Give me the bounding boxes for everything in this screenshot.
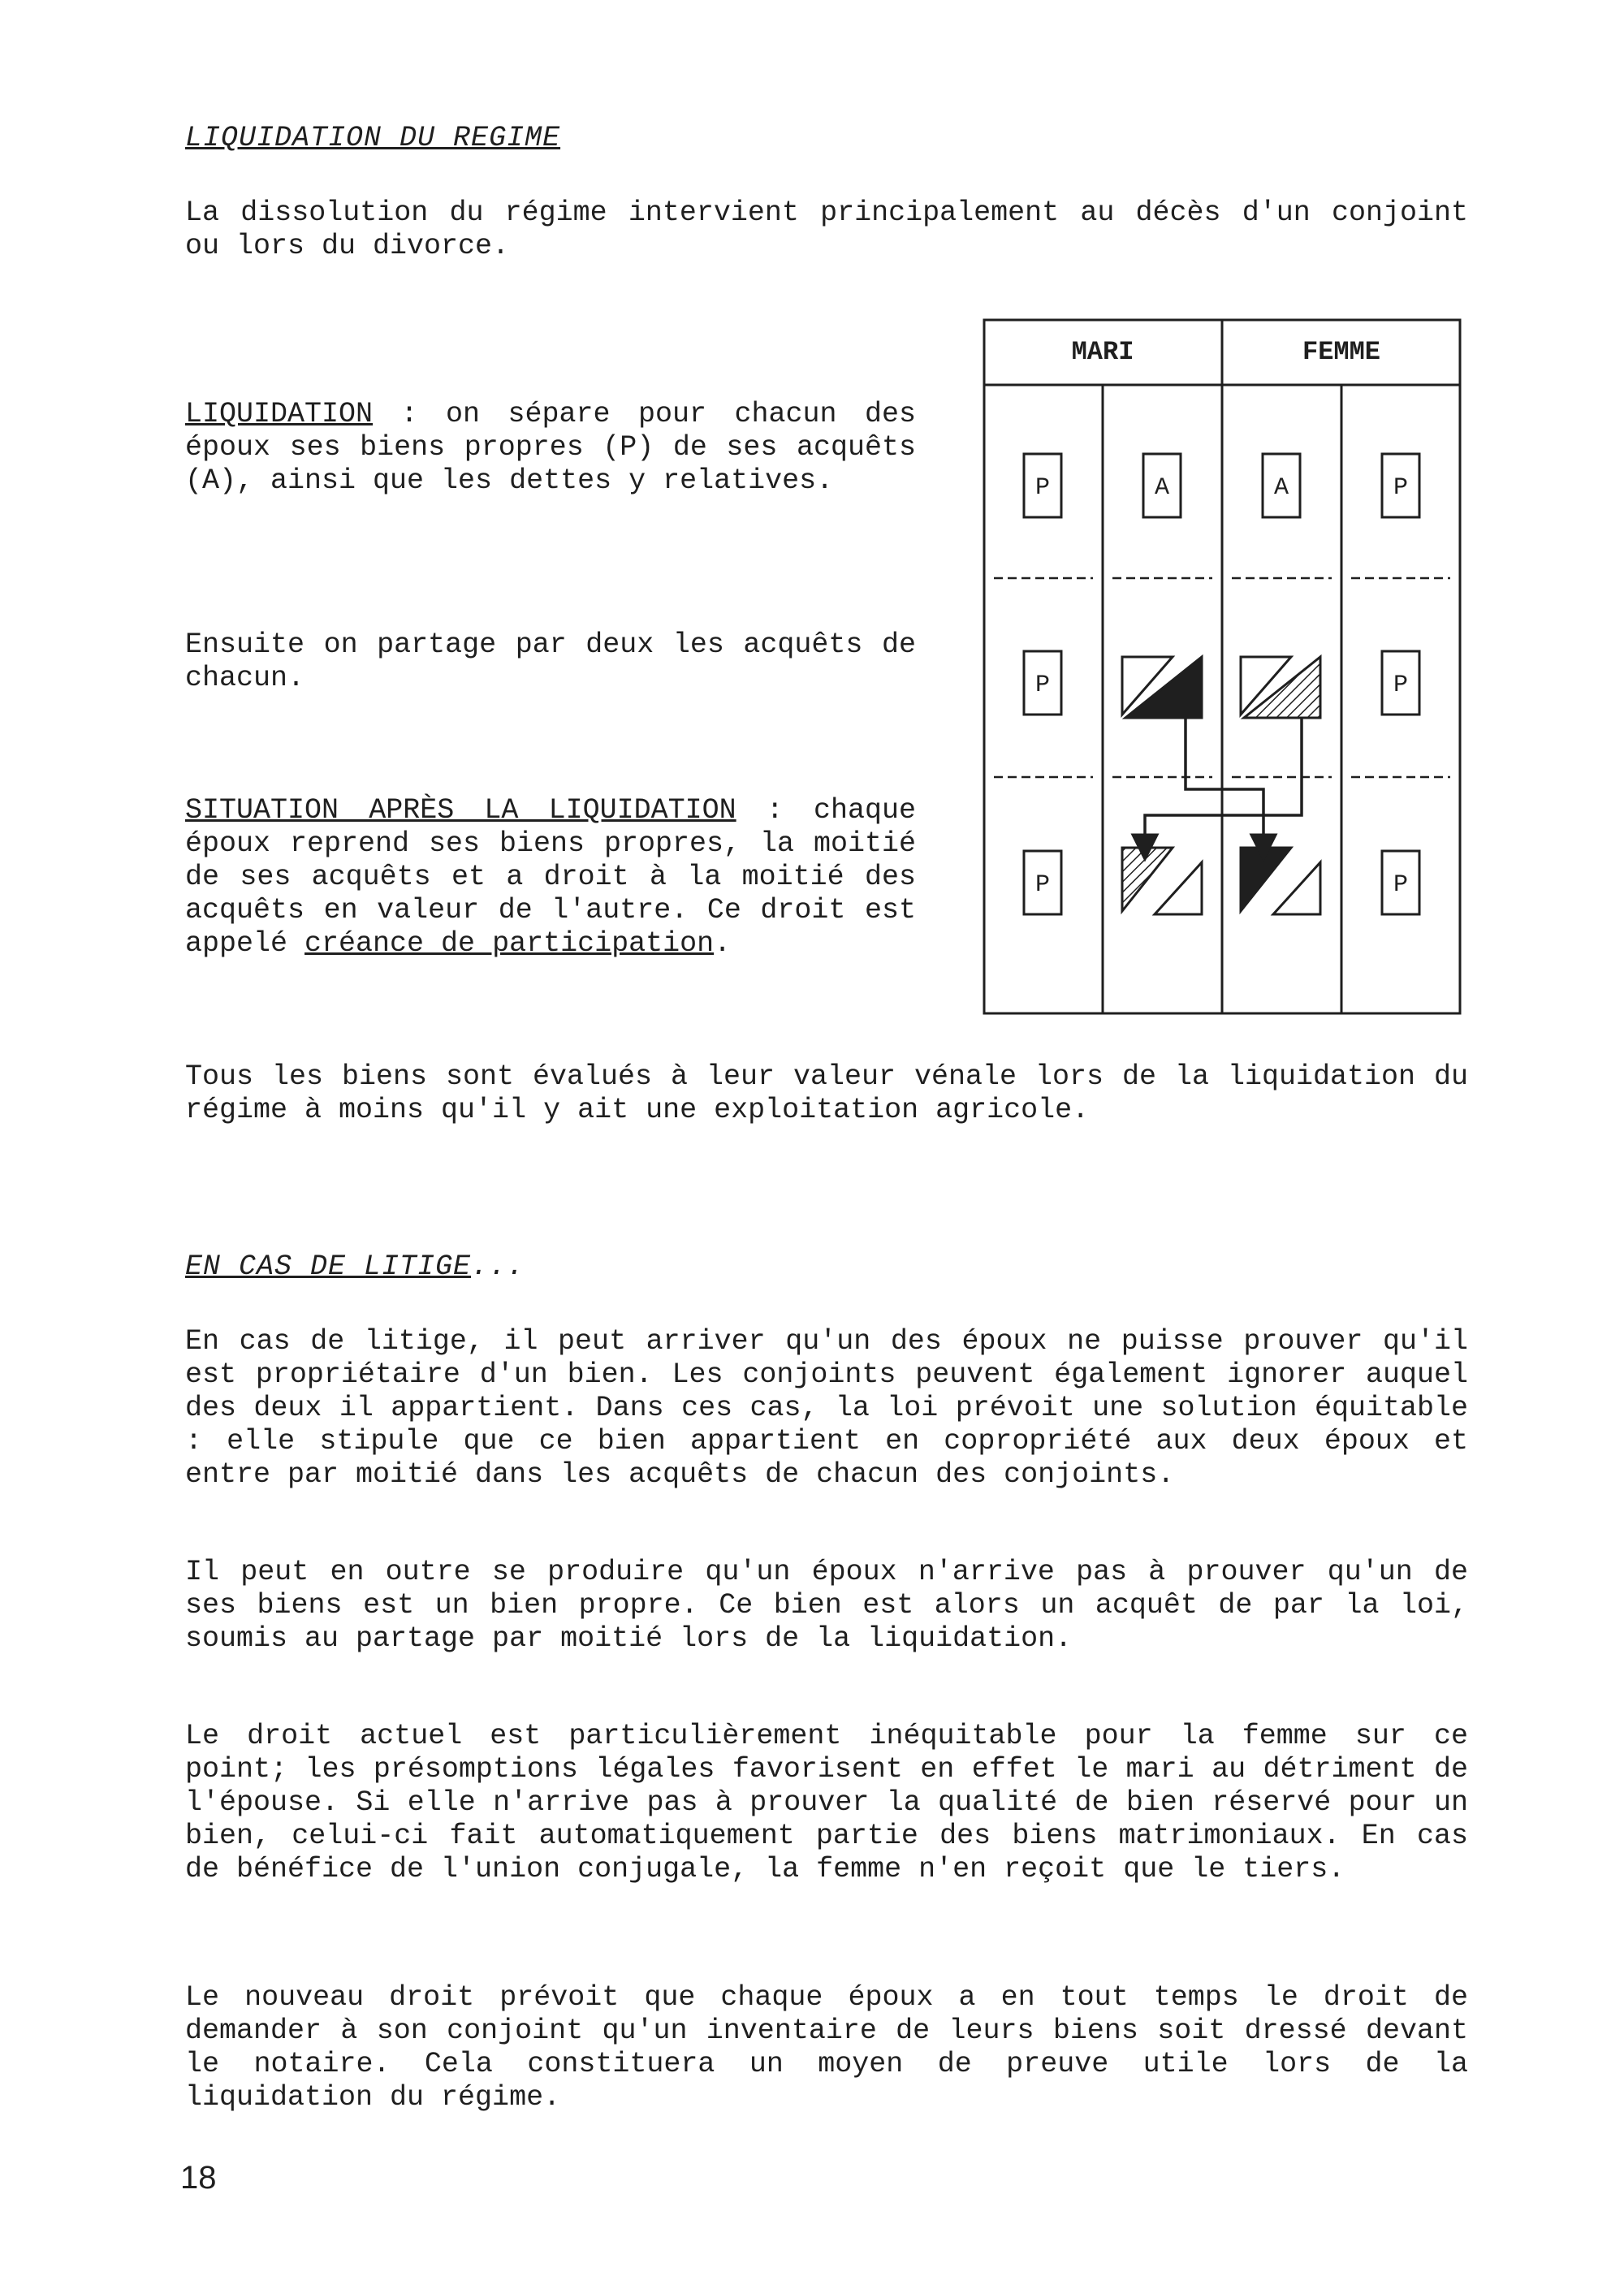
propre-label: P xyxy=(1393,871,1409,899)
situation-term: SITUATION APRÈS LA LIQUIDATION xyxy=(185,794,736,827)
evaluation-paragraph: Tous les biens sont évalués à leur valeur vénale lors de la liquidation du régime à moins qu'il y ait une exploitation agricole. xyxy=(185,1060,1468,1126)
kept-half-mari xyxy=(1155,862,1202,914)
page-number: 18 xyxy=(180,2160,217,2196)
liquidation-diagram xyxy=(983,318,1462,1015)
liquidation-term: LIQUIDATION xyxy=(185,398,374,430)
propre-label: P xyxy=(1393,474,1409,502)
diagram-svg xyxy=(983,318,1462,1015)
droit-actuel-paragraph: Le droit actuel est particulièrement inéquitable pour la femme sur ce point; les présomptions légales favorisent en effet le mari au détriment de l'épouse. Si elle n'arrive pas à prouver la qualité de bien réservé pour un bien, celui-ci fait automatiquement partie des biens matrimoniaux. En cas de bénéfice de l'union conjugale, la femme n'en reçoit que le tiers. xyxy=(185,1720,1468,1885)
section-heading-litige xyxy=(185,1250,525,1283)
kept-half-femme xyxy=(1273,862,1320,914)
propre-label: P xyxy=(1034,672,1051,699)
liquidation-text: : on sépare pour chacun des époux ses biens propres (P) de ses acquêts (A), ainsi que les dettes y relatives. xyxy=(185,398,916,497)
situation-paragraph xyxy=(185,794,916,961)
litige-heading-text: EN CAS DE LITIGE xyxy=(185,1250,472,1283)
situation-text: : chaque époux reprend ses biens propres, la moitié de ses acquêts et a droit à la moitié des acquêts en valeur de l'autre. Ce droit est appelé xyxy=(185,794,916,960)
acquets-label: A xyxy=(1273,474,1289,502)
litige-heading-ellipsis: ... xyxy=(471,1250,525,1283)
propre-label: P xyxy=(1034,871,1051,899)
intro-paragraph: La dissolution du régime intervient principalement au décès d'un conjoint ou lors du divorce. xyxy=(185,197,1468,262)
partage-paragraph: Ensuite on partage par deux les acquêts de chacun. xyxy=(185,628,916,694)
section-heading-liquidation: LIQUIDATION DU REGIME xyxy=(185,122,561,154)
nouveau-droit-paragraph: Le nouveau droit prévoit que chaque époux a en tout temps le droit de demander à son conjoint qu'un inventaire de leurs biens soit dressé devant le notaire. Cela constituera un moyen de preuve utile lors de la liquidation du régime. xyxy=(185,1981,1468,2114)
preuve-paragraph: Il peut en outre se produire qu'un époux n'arrive pas à prouver qu'un de ses biens est un bien propre. Ce bien est alors un acquêt de par la loi, soumis au partage par moitié lors de la liquidation. xyxy=(185,1556,1468,1655)
situation-end: . xyxy=(714,927,732,960)
creance-term: créance de participation xyxy=(304,927,715,960)
arrow-mari-to-femme xyxy=(1186,718,1263,848)
liquidation-paragraph xyxy=(185,398,916,498)
column-heading-femme: FEMME xyxy=(1302,337,1381,367)
litige-paragraph: En cas de litige, il peut arriver qu'un des époux ne puisse prouver qu'il est propriétaire d'un bien. Les conjoints peuvent également ignorer auquel des deux il appartient. Dans ces cas, la loi prévoit une solution équitable : elle stipule que ce bien appartient en copropriété aux deux époux et entre par moitié dans les acquêts de chacun des conjoints. xyxy=(185,1325,1468,1491)
propre-label: P xyxy=(1393,672,1409,699)
acquets-label: A xyxy=(1154,474,1170,502)
propre-label: P xyxy=(1034,474,1051,502)
column-heading-mari: MARI xyxy=(1071,337,1134,367)
